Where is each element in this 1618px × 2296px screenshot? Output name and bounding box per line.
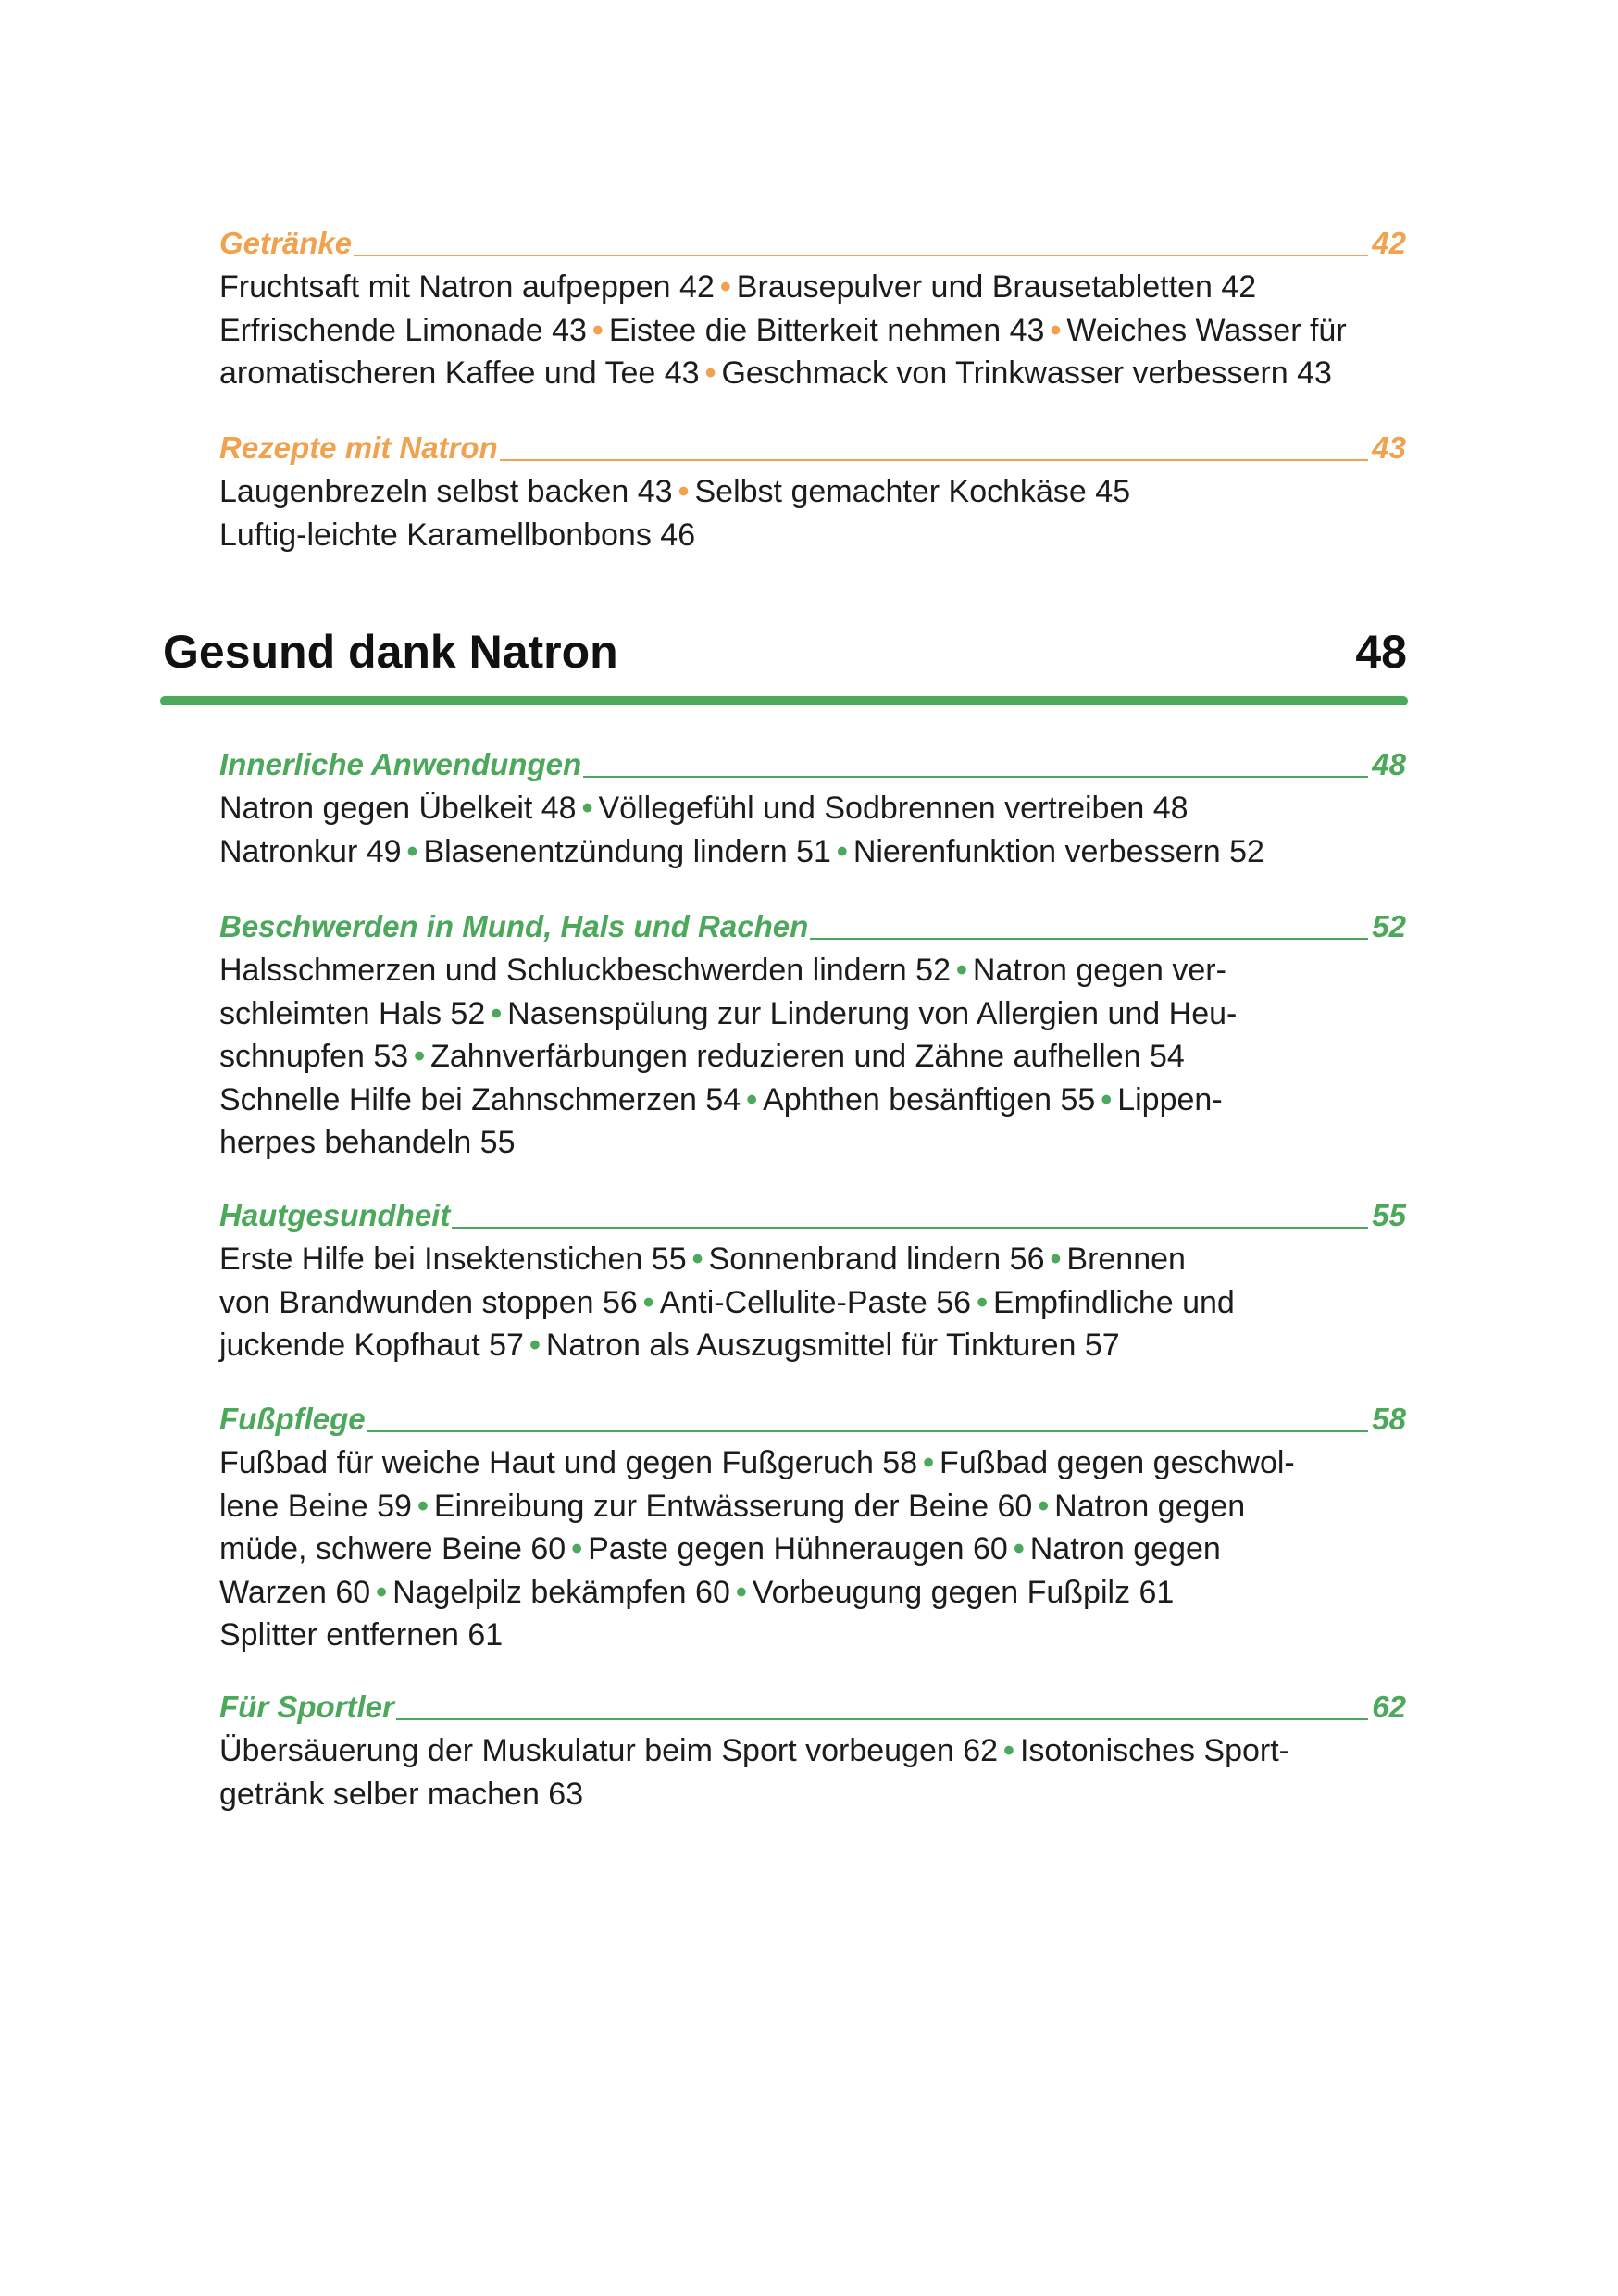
subsection-title: Beschwerden in Mund, Hals und Rachen: [219, 909, 809, 943]
entry-line: [219, 309, 1406, 353]
toc-entry[interactable]: Natron gegen ver-: [972, 953, 1226, 988]
bullet-separator: •: [704, 356, 716, 391]
subsection-title: Hautgesundheit: [219, 1198, 451, 1232]
bullet-separator: •: [836, 833, 848, 869]
toc-entry[interactable]: schnupfen 53: [219, 1039, 409, 1074]
toc-section-innerlich: [219, 737, 1406, 873]
subsection-page-number: 52: [1372, 909, 1406, 943]
entry-list: [219, 1441, 1406, 1657]
toc-entry[interactable]: Eistee die Bitterkeit nehmen 43: [608, 312, 1045, 348]
toc-section-haut: [219, 1188, 1406, 1367]
bullet-separator: •: [956, 953, 967, 988]
toc-section-fuss: [219, 1391, 1406, 1657]
entry-list: [219, 1238, 1406, 1367]
entry-line: [219, 1773, 1406, 1816]
bullet-separator: •: [591, 312, 604, 348]
leader-rule: [583, 776, 1368, 778]
toc-entry[interactable]: Nasenspülung zur Linderung von Allergien und Heu-: [507, 995, 1238, 1031]
toc-entry[interactable]: herpes behandeln 55: [219, 1125, 516, 1160]
subsection-heading[interactable]: [219, 1391, 1406, 1438]
toc-section-rezepte: [219, 420, 1406, 556]
subsection-title: Rezepte mit Natron: [219, 430, 498, 465]
entry-line: [219, 1571, 1406, 1615]
toc-entry[interactable]: Erfrischende Limonade 43: [219, 312, 587, 348]
entry-line: [219, 1281, 1406, 1325]
toc-entry[interactable]: aromatischeren Kaffee und Tee 43: [219, 356, 700, 391]
bullet-separator: •: [529, 1328, 541, 1363]
subsection-heading[interactable]: [219, 1679, 1406, 1726]
entry-list: [219, 787, 1406, 873]
subsection-heading[interactable]: [219, 216, 1406, 262]
entry-line: [219, 992, 1406, 1036]
entry-line: [219, 470, 1406, 514]
entry-list: [219, 266, 1406, 395]
toc-section-sport: [219, 1679, 1406, 1816]
toc-entry[interactable]: müde, schwere Beine 60: [219, 1531, 566, 1566]
toc-entry[interactable]: schleimten Hals 52: [219, 995, 486, 1031]
toc-entry[interactable]: Geschmack von Trinkwasser verbessern 43: [721, 356, 1332, 391]
subsection-page-number: 55: [1372, 1198, 1406, 1232]
toc-entry[interactable]: Einreibung zur Entwässerung der Beine 60: [433, 1488, 1033, 1524]
subsection-heading[interactable]: [219, 1188, 1406, 1234]
toc-entry[interactable]: Übersäuerung der Muskulatur beim Sport vorbeugen 62: [219, 1733, 999, 1768]
entry-line: [219, 1614, 1406, 1657]
bullet-separator: •: [571, 1531, 583, 1566]
entry-list: [219, 949, 1406, 1165]
toc-entry[interactable]: getränk selber machen 63: [219, 1776, 584, 1812]
entry-line: [219, 1729, 1406, 1773]
toc-entry[interactable]: Paste gegen Hühneraugen 60: [588, 1531, 1008, 1566]
chapter-page-number: 48: [1355, 626, 1407, 678]
toc-entry[interactable]: Erste Hilfe bei Insektenstichen 55: [219, 1242, 687, 1277]
leader-rule: [810, 938, 1368, 940]
toc-entry[interactable]: Fruchtsaft mit Natron aufpeppen 42: [219, 269, 715, 305]
subsection-title: Getränke: [219, 226, 353, 260]
bullet-separator: •: [678, 474, 690, 509]
bullet-separator: •: [1013, 1531, 1025, 1566]
subsection-page-number: 48: [1372, 747, 1406, 781]
toc-entry[interactable]: Halsschmerzen und Schluckbeschwerden lindern 52: [219, 953, 951, 988]
toc-section-getraenke: [219, 216, 1406, 395]
toc-entry[interactable]: Natron gegen: [1054, 1488, 1246, 1524]
chapter-heading[interactable]: [163, 622, 1407, 678]
toc-entry[interactable]: Brennen: [1066, 1242, 1186, 1277]
leader-rule: [500, 459, 1369, 461]
toc-entry[interactable]: Nierenfunktion verbessern 52: [853, 833, 1264, 869]
bullet-separator: •: [642, 1284, 654, 1320]
entry-line: [219, 1441, 1406, 1485]
toc-entry[interactable]: Weiches Wasser für: [1066, 312, 1347, 348]
entry-line: [219, 1528, 1406, 1571]
toc-entry[interactable]: Natron gegen Übelkeit 48: [219, 791, 577, 826]
bullet-separator: •: [923, 1445, 935, 1480]
subsection-page-number: 58: [1372, 1402, 1406, 1436]
leader-rule: [396, 1718, 1368, 1720]
subsection-heading[interactable]: [219, 899, 1406, 945]
subsection-page-number: 42: [1372, 226, 1406, 260]
entry-list: [219, 470, 1406, 556]
subsection-heading[interactable]: [219, 737, 1406, 783]
toc-entry[interactable]: Aphthen besänftigen 55: [763, 1081, 1096, 1117]
entry-line: [219, 1238, 1406, 1281]
bullet-separator: •: [1050, 312, 1062, 348]
bullet-separator: •: [581, 791, 593, 826]
toc-entry[interactable]: Fußbad für weiche Haut und gegen Fußgeruch 58: [219, 1445, 918, 1480]
bullet-separator: •: [1050, 1242, 1062, 1277]
bullet-separator: •: [406, 833, 418, 869]
entry-line: [219, 949, 1406, 992]
toc-entry[interactable]: Blasenentzündung lindern 51: [423, 833, 831, 869]
bullet-separator: •: [1038, 1488, 1050, 1524]
entry-line: [219, 1121, 1406, 1165]
subsection-heading[interactable]: [219, 420, 1406, 467]
entry-line: [219, 266, 1406, 309]
toc-entry[interactable]: Warzen 60: [219, 1574, 371, 1610]
toc-entry[interactable]: Schnelle Hilfe bei Zahnschmerzen 54: [219, 1081, 741, 1117]
toc-entry[interactable]: Splitter entfernen 61: [219, 1617, 504, 1653]
leader-rule: [452, 1227, 1368, 1229]
entry-line: [219, 1324, 1406, 1367]
toc-entry[interactable]: Nagelpilz bekämpfen 60: [392, 1574, 730, 1610]
bullet-separator: •: [1003, 1733, 1014, 1768]
toc-entry[interactable]: Zahnverfärbungen reduzieren und Zähne aufhellen 54: [430, 1039, 1185, 1074]
toc-entry[interactable]: Selbst gemachter Kochkäse 45: [694, 474, 1131, 509]
bullet-separator: •: [977, 1284, 988, 1320]
toc-entry[interactable]: Sonnenbrand lindern 56: [708, 1242, 1045, 1277]
toc-entry[interactable]: Empfindliche und: [993, 1284, 1235, 1320]
bullet-separator: •: [719, 269, 731, 305]
entry-line: [219, 787, 1406, 830]
bullet-separator: •: [691, 1242, 703, 1277]
toc-entry[interactable]: Anti-Cellulite-Paste 56: [659, 1284, 972, 1320]
entry-line: [219, 514, 1406, 557]
toc-entry[interactable]: Laugenbrezeln selbst backen 43: [219, 474, 673, 509]
toc-entry[interactable]: Brausepulver und Brausetabletten 42: [736, 269, 1257, 305]
toc-entry[interactable]: Lippen-: [1117, 1081, 1223, 1117]
leader-rule: [354, 255, 1368, 256]
bullet-separator: •: [491, 995, 503, 1031]
bullet-separator: •: [414, 1039, 426, 1074]
subsection-page-number: 62: [1372, 1690, 1406, 1724]
toc-entry[interactable]: Natron gegen: [1029, 1531, 1221, 1566]
chapter-divider-bar: [160, 696, 1408, 705]
entry-line: [219, 1035, 1406, 1079]
bullet-separator: •: [735, 1574, 747, 1610]
toc-entry[interactable]: Isotonisches Sport-: [1019, 1733, 1289, 1768]
subsection-title: Fußpflege: [219, 1402, 366, 1436]
toc-entry[interactable]: Vorbeugung gegen Fußpilz 61: [752, 1574, 1175, 1610]
toc-entry[interactable]: Natron als Auszugsmittel für Tinkturen 57: [545, 1328, 1120, 1363]
bullet-separator: •: [746, 1081, 758, 1117]
subsection-page-number: 43: [1372, 430, 1406, 465]
entry-line: [219, 830, 1406, 874]
entry-list: [219, 1729, 1406, 1816]
toc-entry[interactable]: Fußbad gegen geschwol-: [940, 1445, 1295, 1480]
subsection-title: Für Sportler: [219, 1690, 394, 1724]
entry-line: [219, 1485, 1406, 1529]
toc-entry[interactable]: lene Beine 59: [219, 1488, 412, 1524]
toc-entry[interactable]: juckende Kopfhaut 57: [219, 1328, 524, 1363]
bullet-separator: •: [417, 1488, 429, 1524]
entry-line: [219, 1079, 1406, 1122]
toc-section-mund: [219, 899, 1406, 1165]
toc-entry[interactable]: von Brandwunden stoppen 56: [219, 1284, 638, 1320]
toc-entry[interactable]: Luftig-leichte Karamellbonbons 46: [219, 517, 696, 553]
leader-rule: [367, 1430, 1369, 1432]
bullet-separator: •: [1101, 1081, 1113, 1117]
toc-entry[interactable]: Völlegefühl und Sodbrennen vertreiben 48: [598, 791, 1189, 826]
entry-line: [219, 352, 1406, 395]
toc-entry[interactable]: Natronkur 49: [219, 833, 402, 869]
subsection-title: Innerliche Anwendungen: [219, 747, 582, 781]
chapter-title: Gesund dank Natron: [163, 626, 618, 678]
bullet-separator: •: [376, 1574, 388, 1610]
